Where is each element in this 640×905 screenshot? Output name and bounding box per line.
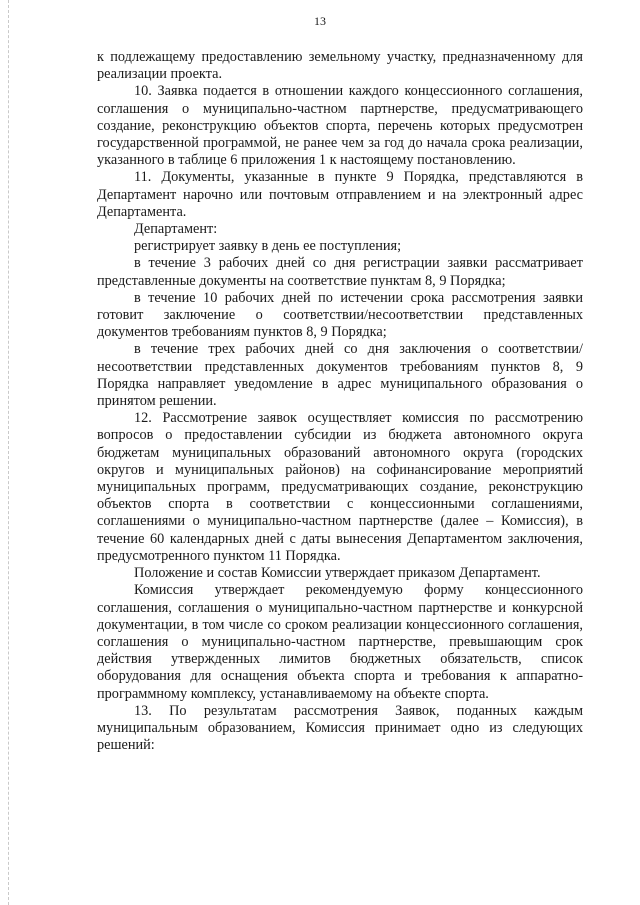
binding-edge-line (8, 0, 10, 905)
paragraph: Департамент: (134, 221, 218, 238)
paragraph: 11. Документы, указанные в пункте 9 Порядка, представляются в Департамент нарочно или почтовым отправлением и на электронный адрес Департамента. (97, 169, 583, 220)
paragraph: 12. Рассмотрение заявок осуществляет комиссия по рассмотрению вопросов о предоставлении субсидии из бюджета автономного округа бюджетам муниципальных образований автономного округа (городских округов и муниципальных районов) на софинансирование мероприятий муниципальных программ, предусматривающих создание, реконструкцию объектов спорта в соответствии с концессионными соглашениями, соглашениями о муниципально-частном партнерстве (далее – Комиссия), в течение 60 календарных дней с даты вынесения Департаментом заключения, предусмотренного пунктом 11 Порядка. (97, 410, 583, 564)
paragraph: 13. По результатам рассмотрения Заявок, поданных каждым муниципальным образованием, Комиссия принимает одно из следующих решений: (97, 702, 583, 754)
paragraph: в течение 3 рабочих дней со дня регистрации заявки рассматривает представленные документы на соответствие пунктам 8, 9 Порядка; (97, 255, 583, 289)
document-body (97, 49, 583, 754)
paragraph: к подлежащему предоставлению земельному участку, предназначенному для реализации проекта. (97, 49, 583, 83)
paragraph: Положение и состав Комиссии утверждает приказом Департамент. (134, 565, 541, 582)
paragraph: в течение трех рабочих дней со дня заключения о соответствии/несоответствии представленных документов требованиям пунктов 8, 9 Порядка направляет уведомление в адрес муниципального образования о принятом решении. (97, 341, 583, 410)
paragraph: 10. Заявка подается в отношении каждого концессионного соглашения, соглашения о муниципально-частном партнерстве, предусматривающего создание, реконструкцию объектов спорта, перечень которых предусмотрен государственной программой, не ранее чем за год до начала срока реализации, указанного в таблице 6 приложения 1 к настоящему постановлению. (97, 83, 583, 169)
paragraph: регистрирует заявку в день ее поступления; (134, 238, 402, 255)
paragraph: в течение 10 рабочих дней по истечении срока рассмотрения заявки готовит заключение о соответствии/несоответствии представленных документов требованиям пунктов 8, 9 Порядка; (97, 289, 583, 341)
page-number: 13 (314, 14, 326, 28)
paragraph: Комиссия утверждает рекомендуемую форму концессионного соглашения, соглашения о муниципально-частном партнерстве и конкурсной документации, в том числе со сроком реализации концессионного соглашения, соглашения о муниципально-частном партнерстве, превышающим срок действия утвержденных лимитов бюджетных обязательств, список оборудования для оснащения объекта спорта и требования к аппаратно-программному комплексу, устанавливаемому на объекте спорта. (97, 582, 583, 702)
